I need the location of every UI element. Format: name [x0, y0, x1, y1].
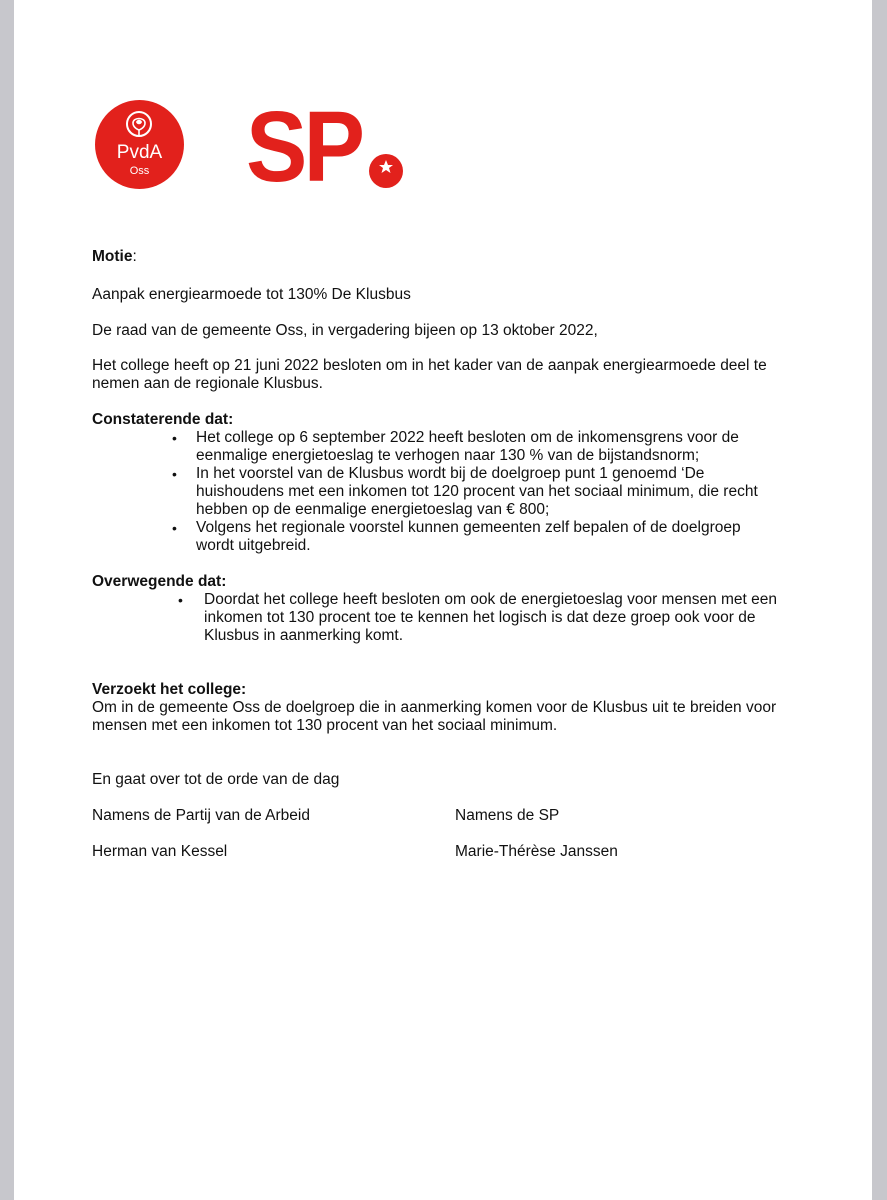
list-item-line: Klusbus in aanmerking komt.	[204, 627, 404, 644]
list-item-line: wordt uitgebreid.	[196, 537, 311, 554]
right-signer: Marie-Thérèse Janssen	[455, 843, 618, 860]
list-item	[172, 429, 812, 465]
list-item	[178, 591, 812, 645]
left-signer: Herman van Kessel	[92, 843, 228, 860]
list-item-line: inkomen tot 130 procent toe te kennen het logisch is dat deze groep ook voor de	[204, 609, 756, 626]
signature-party-row	[92, 807, 812, 825]
pvda-logo-name: PvdA	[116, 142, 163, 163]
list-item-line: Volgens het regionale voorstel kunnen gemeenten zelf bepalen of de doelgroep	[196, 519, 741, 536]
list-item-line: In het voorstel van de Klusbus wordt bij de doelgroep punt 1 genoemd ‘De	[196, 465, 705, 482]
verzoekt-line: Om in de gemeente Oss de doelgroep die in aanmerking komen voor de Klusbus uit te breiden voor	[92, 699, 777, 716]
context-line: nemen aan de regionale Klusbus.	[92, 375, 323, 392]
motion-label: Motie	[92, 248, 133, 265]
document-page	[14, 0, 872, 1200]
left-party: Namens de Partij van de Arbeid	[92, 807, 310, 824]
bullet: •	[178, 592, 183, 608]
rose-icon	[124, 109, 154, 139]
pvda-logo-city: Oss	[129, 165, 150, 177]
list-item-line: eenmalige energietoeslag te verhogen naar 130 % van de bijstandsnorm;	[196, 447, 700, 464]
motion-intro: De raad van de gemeente Oss, in vergadering bijeen op 13 oktober 2022,	[92, 322, 598, 339]
right-party: Namens de SP	[455, 807, 560, 824]
list-item-line: huishoudens met een inkomen tot 120 procent van het sociaal minimum, die recht	[196, 483, 758, 500]
overwegende-heading: Overwegende dat:	[92, 573, 227, 590]
verzoekt-heading: Verzoekt het college:	[92, 681, 247, 698]
constaterende-list	[172, 429, 812, 555]
bullet: •	[172, 430, 177, 446]
motion-label-line	[92, 248, 812, 266]
sp-logo-text: SP	[246, 91, 362, 203]
list-item-line: hebben op de eenmalige energietoeslag van € 800;	[196, 501, 550, 518]
motion-title: Aanpak energiearmoede tot 130% De Klusbus	[92, 286, 411, 303]
motion-context	[92, 357, 812, 393]
list-item	[172, 519, 812, 555]
bullet: •	[172, 466, 177, 482]
constaterende-heading: Constaterende dat:	[92, 411, 234, 428]
bullet: •	[172, 520, 177, 536]
motion-text	[92, 248, 812, 861]
tomato-icon	[367, 151, 405, 189]
signature-name-row	[92, 843, 812, 861]
list-item-line: Het college op 6 september 2022 heeft besloten om de inkomensgrens voor de	[196, 429, 739, 446]
motion-label-colon: :	[132, 248, 137, 265]
verzoekt-line: mensen met een inkomen tot 130 procent van het sociaal minimum.	[92, 717, 558, 734]
overwegende-list	[178, 591, 812, 645]
closing-line: En gaat over tot de orde van de dag	[92, 771, 340, 788]
list-item	[172, 465, 812, 519]
sp-logo	[246, 91, 406, 203]
pvda-logo	[95, 100, 184, 189]
context-line: Het college heeft op 21 juni 2022 besloten om in het kader van de aanpak energiearmoede deel te	[92, 357, 767, 374]
list-item-line: Doordat het college heeft besloten om ook de energietoeslag voor mensen met een	[204, 591, 778, 608]
